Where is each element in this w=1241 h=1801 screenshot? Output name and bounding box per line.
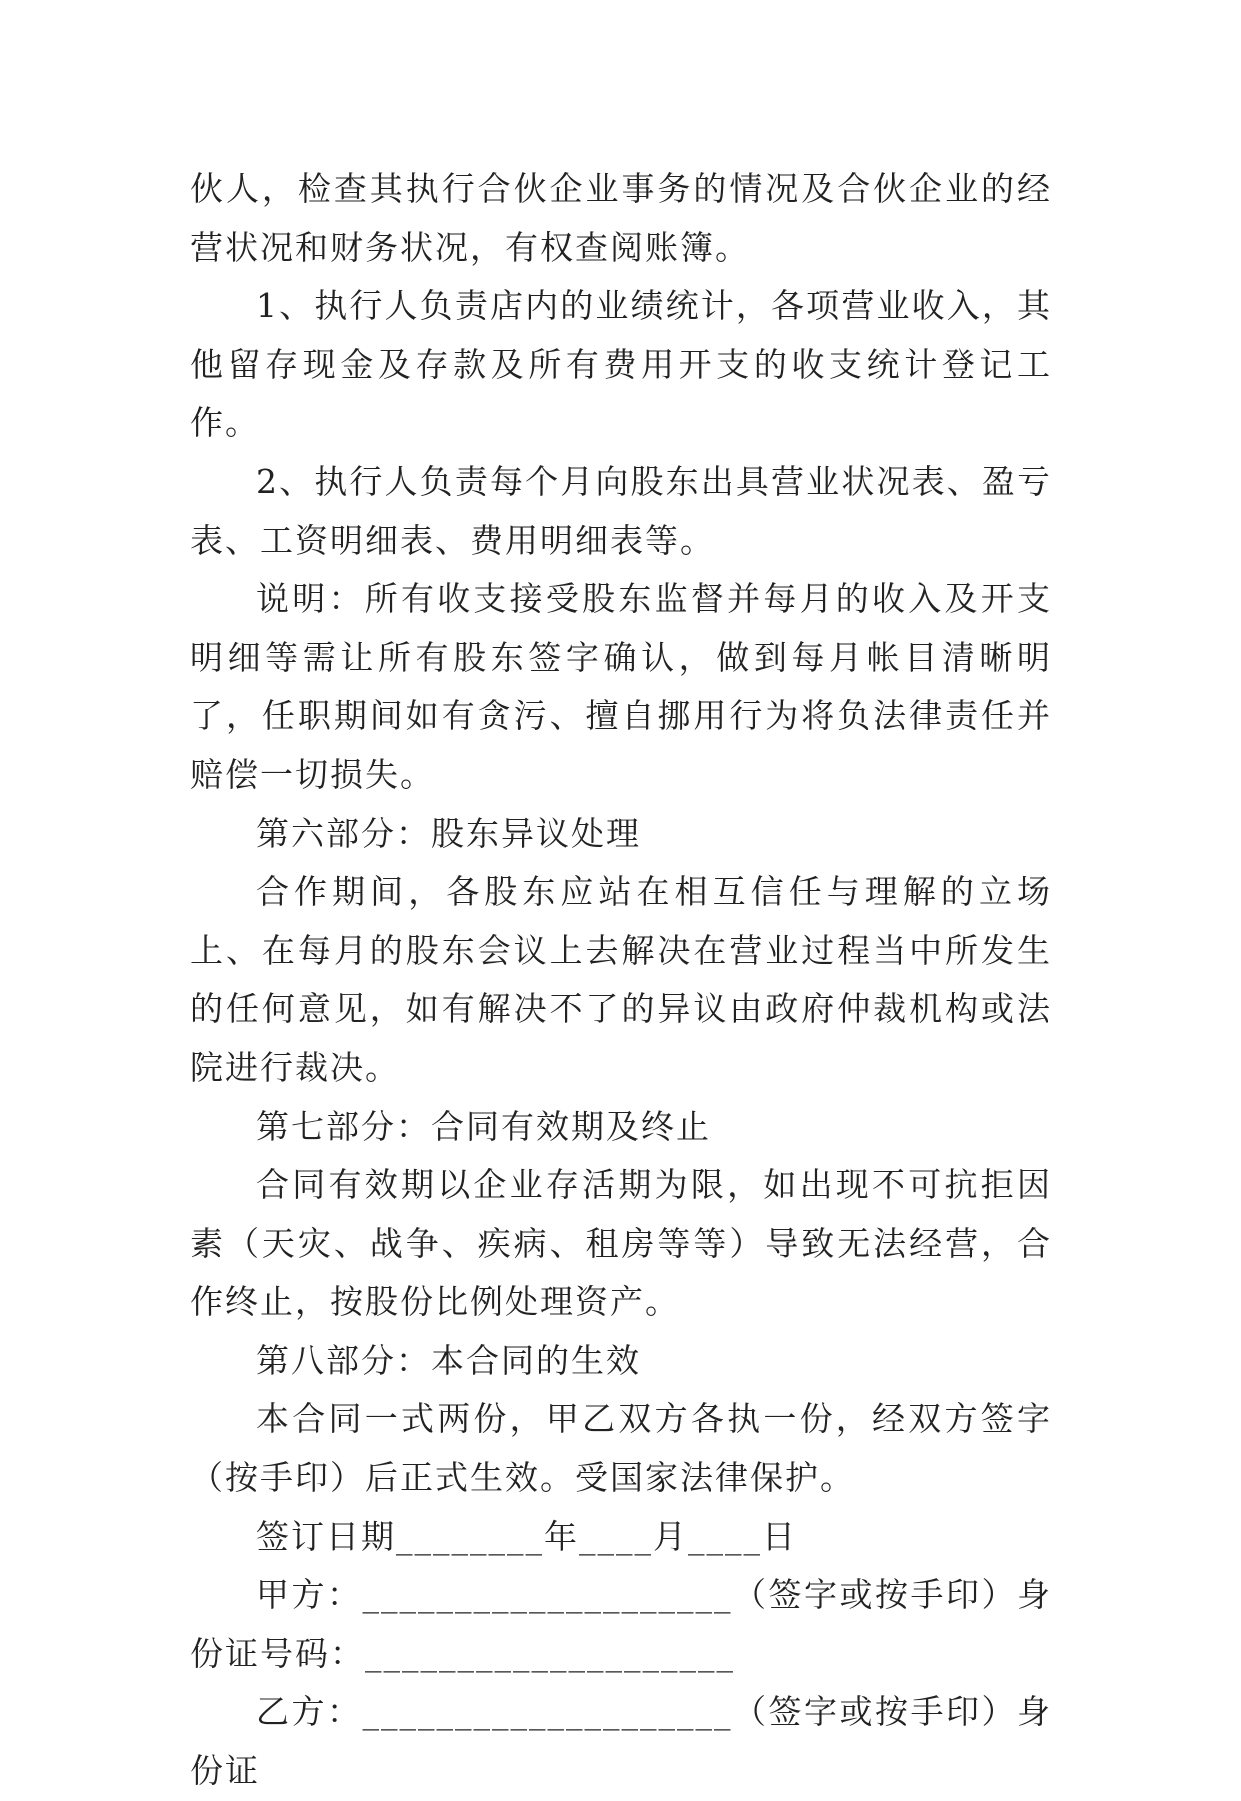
paragraph-explanation: 说明：所有收支接受股东监督并每月的收入及开支明细等需让所有股东签字确认，做到每月帐目清晰明了，任职期间如有贪污、擅自挪用行为将负法律责任并赔偿一切损失。 — [190, 579, 1052, 794]
paragraph-dispute-resolution: 合作期间，各股东应站在相互信任与理解的立场上、在每月的股东会议上去解决在营业过程当中所发生的任何意见，如有解决不了的异议由政府仲裁机构或法院进行裁决。 — [190, 872, 1052, 1087]
party-b-signature-line: 乙方：____________________（签字或按手印）身份证 — [190, 1692, 1052, 1791]
paragraph-clause-1: 1、执行人负责店内的业绩统计，各项营业收入，其他留存现金及存款及所有费用开支的收支统计登记工作。 — [190, 286, 1052, 443]
paragraph-contract-term: 合同有效期以企业存活期为限，如出现不可抗拒因素（天灾、战争、疾病、租房等等）导致无法经营，合作终止，按股份比例处理资产。 — [190, 1165, 1052, 1322]
section-heading-part-6: 第六部分：股东异议处理 — [256, 813, 641, 853]
document-body — [190, 160, 1052, 1801]
paragraph-effectiveness: 本合同一式两份，甲乙双方各执一份，经双方签字（按手印）后正式生效。受国家法律保护。 — [190, 1399, 1052, 1498]
section-heading-part-7: 第七部分：合同有效期及终止 — [256, 1106, 711, 1146]
party-a-signature-line: 甲方：____________________（签字或按手印）身份证号码：____________________ — [190, 1575, 1052, 1673]
paragraph-clause-2: 2、执行人负责每个月向股东出具营业状况表、盈亏表、工资明细表、费用明细表等。 — [190, 461, 1052, 560]
signing-date-line: 签订日期________年____月____日 — [256, 1516, 797, 1556]
section-heading-part-8: 第八部分：本合同的生效 — [256, 1340, 641, 1380]
paragraph-partner-inspection: 伙人，检查其执行合伙企业事务的情况及合伙企业的经营状况和财务状况，有权查阅账簿。 — [190, 169, 1052, 267]
